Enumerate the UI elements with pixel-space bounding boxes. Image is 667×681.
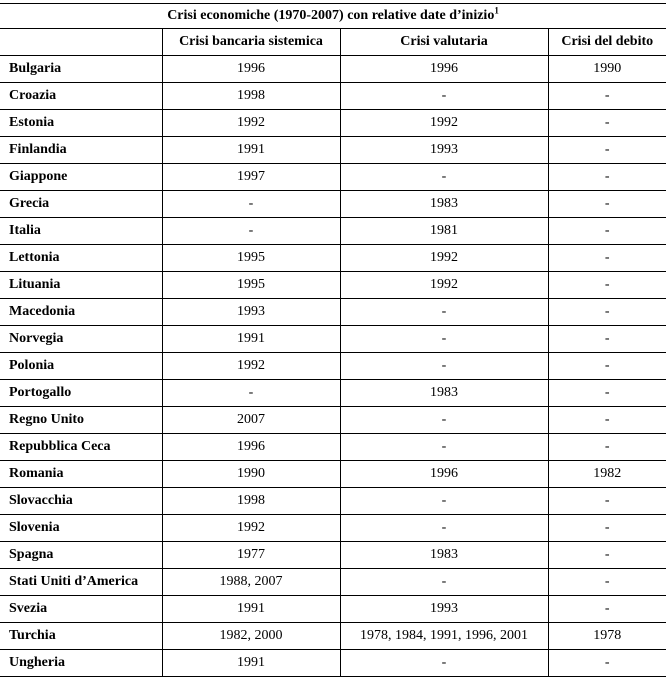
debt-crisis-cell: - (548, 569, 666, 596)
country-cell: Italia (0, 218, 162, 245)
table-row (0, 218, 666, 245)
banking-crisis-cell: 1993 (162, 299, 340, 326)
country-cell: Repubblica Ceca (0, 434, 162, 461)
footnote-marker: 1 (494, 5, 499, 16)
debt-crisis-cell: - (548, 137, 666, 164)
currency-crisis-cell: - (340, 299, 548, 326)
debt-crisis-cell: - (548, 488, 666, 515)
country-cell: Slovenia (0, 515, 162, 542)
debt-crisis-cell: - (548, 353, 666, 380)
currency-crisis-cell: - (340, 164, 548, 191)
table-row (0, 191, 666, 218)
currency-crisis-cell: 1981 (340, 218, 548, 245)
banking-crisis-cell: - (162, 191, 340, 218)
table-row (0, 623, 666, 650)
table-title-cell (0, 4, 666, 29)
country-cell: Bulgaria (0, 56, 162, 83)
debt-crisis-cell: 1982 (548, 461, 666, 488)
country-cell: Svezia (0, 596, 162, 623)
currency-crisis-cell: 1996 (340, 56, 548, 83)
debt-crisis-cell: - (548, 191, 666, 218)
currency-crisis-cell: 1992 (340, 245, 548, 272)
currency-crisis-cell: 1983 (340, 191, 548, 218)
debt-crisis-cell: - (548, 326, 666, 353)
debt-crisis-cell: - (548, 542, 666, 569)
table-caption-row (0, 4, 666, 29)
currency-crisis-cell: - (340, 488, 548, 515)
banking-crisis-cell: 2007 (162, 407, 340, 434)
currency-crisis-cell: - (340, 650, 548, 677)
country-cell: Spagna (0, 542, 162, 569)
banking-crisis-cell: 1991 (162, 137, 340, 164)
debt-crisis-cell: - (548, 650, 666, 677)
banking-crisis-cell: 1996 (162, 56, 340, 83)
country-cell: Portogallo (0, 380, 162, 407)
column-header-debt: Crisi del debito (548, 29, 666, 56)
banking-crisis-cell: 1982, 2000 (162, 623, 340, 650)
country-cell: Lettonia (0, 245, 162, 272)
debt-crisis-cell: 1978 (548, 623, 666, 650)
currency-crisis-cell: 1983 (340, 380, 548, 407)
currency-crisis-cell: 1992 (340, 272, 548, 299)
banking-crisis-cell: 1977 (162, 542, 340, 569)
column-header-row (0, 29, 666, 56)
debt-crisis-cell: - (548, 245, 666, 272)
crisis-table (0, 3, 666, 677)
table-row (0, 488, 666, 515)
country-cell: Slovacchia (0, 488, 162, 515)
country-cell: Finlandia (0, 137, 162, 164)
table-row (0, 83, 666, 110)
currency-crisis-cell: - (340, 326, 548, 353)
table-row (0, 110, 666, 137)
debt-crisis-cell: - (548, 272, 666, 299)
banking-crisis-cell: 1991 (162, 650, 340, 677)
currency-crisis-cell: - (340, 515, 548, 542)
table-row (0, 434, 666, 461)
banking-crisis-cell: 1991 (162, 596, 340, 623)
country-cell: Ungheria (0, 650, 162, 677)
currency-crisis-cell: 1993 (340, 596, 548, 623)
table-body (0, 56, 666, 677)
country-cell: Polonia (0, 353, 162, 380)
country-cell: Croazia (0, 83, 162, 110)
country-cell: Stati Uniti d’America (0, 569, 162, 596)
column-header-currency: Crisi valutaria (340, 29, 548, 56)
banking-crisis-cell: 1992 (162, 110, 340, 137)
debt-crisis-cell: - (548, 380, 666, 407)
country-cell: Estonia (0, 110, 162, 137)
banking-crisis-cell: 1990 (162, 461, 340, 488)
table-row (0, 461, 666, 488)
currency-crisis-cell: 1978, 1984, 1991, 1996, 2001 (340, 623, 548, 650)
debt-crisis-cell: - (548, 83, 666, 110)
table-row (0, 245, 666, 272)
corner-cell (0, 29, 162, 56)
debt-crisis-cell: 1990 (548, 56, 666, 83)
currency-crisis-cell: - (340, 434, 548, 461)
country-cell: Giappone (0, 164, 162, 191)
banking-crisis-cell: - (162, 380, 340, 407)
country-cell: Norvegia (0, 326, 162, 353)
banking-crisis-cell: 1998 (162, 488, 340, 515)
currency-crisis-cell: - (340, 83, 548, 110)
table-row (0, 569, 666, 596)
banking-crisis-cell: - (162, 218, 340, 245)
country-cell: Regno Unito (0, 407, 162, 434)
table-row (0, 272, 666, 299)
table-row (0, 407, 666, 434)
currency-crisis-cell: - (340, 353, 548, 380)
country-cell: Turchia (0, 623, 162, 650)
country-cell: Romania (0, 461, 162, 488)
debt-crisis-cell: - (548, 218, 666, 245)
table-row (0, 56, 666, 83)
column-header-banking: Crisi bancaria sistemica (162, 29, 340, 56)
country-cell: Grecia (0, 191, 162, 218)
debt-crisis-cell: - (548, 515, 666, 542)
banking-crisis-cell: 1992 (162, 353, 340, 380)
debt-crisis-cell: - (548, 164, 666, 191)
table-row (0, 380, 666, 407)
table-row (0, 326, 666, 353)
table-row (0, 164, 666, 191)
banking-crisis-cell: 1997 (162, 164, 340, 191)
banking-crisis-cell: 1991 (162, 326, 340, 353)
currency-crisis-cell: 1993 (340, 137, 548, 164)
debt-crisis-cell: - (548, 596, 666, 623)
table-title: Crisi economiche (1970-2007) con relative date d’inizio (167, 8, 495, 23)
table-row (0, 137, 666, 164)
table-row (0, 596, 666, 623)
debt-crisis-cell: - (548, 407, 666, 434)
table-row (0, 299, 666, 326)
banking-crisis-cell: 1996 (162, 434, 340, 461)
table-row (0, 650, 666, 677)
table-row (0, 542, 666, 569)
banking-crisis-cell: 1995 (162, 272, 340, 299)
banking-crisis-cell: 1992 (162, 515, 340, 542)
currency-crisis-cell: - (340, 569, 548, 596)
country-cell: Lituania (0, 272, 162, 299)
debt-crisis-cell: - (548, 110, 666, 137)
debt-crisis-cell: - (548, 299, 666, 326)
table-row (0, 515, 666, 542)
banking-crisis-cell: 1988, 2007 (162, 569, 340, 596)
country-cell: Macedonia (0, 299, 162, 326)
currency-crisis-cell: 1983 (340, 542, 548, 569)
debt-crisis-cell: - (548, 434, 666, 461)
banking-crisis-cell: 1998 (162, 83, 340, 110)
currency-crisis-cell: 1996 (340, 461, 548, 488)
banking-crisis-cell: 1995 (162, 245, 340, 272)
currency-crisis-cell: - (340, 407, 548, 434)
currency-crisis-cell: 1992 (340, 110, 548, 137)
table-row (0, 353, 666, 380)
